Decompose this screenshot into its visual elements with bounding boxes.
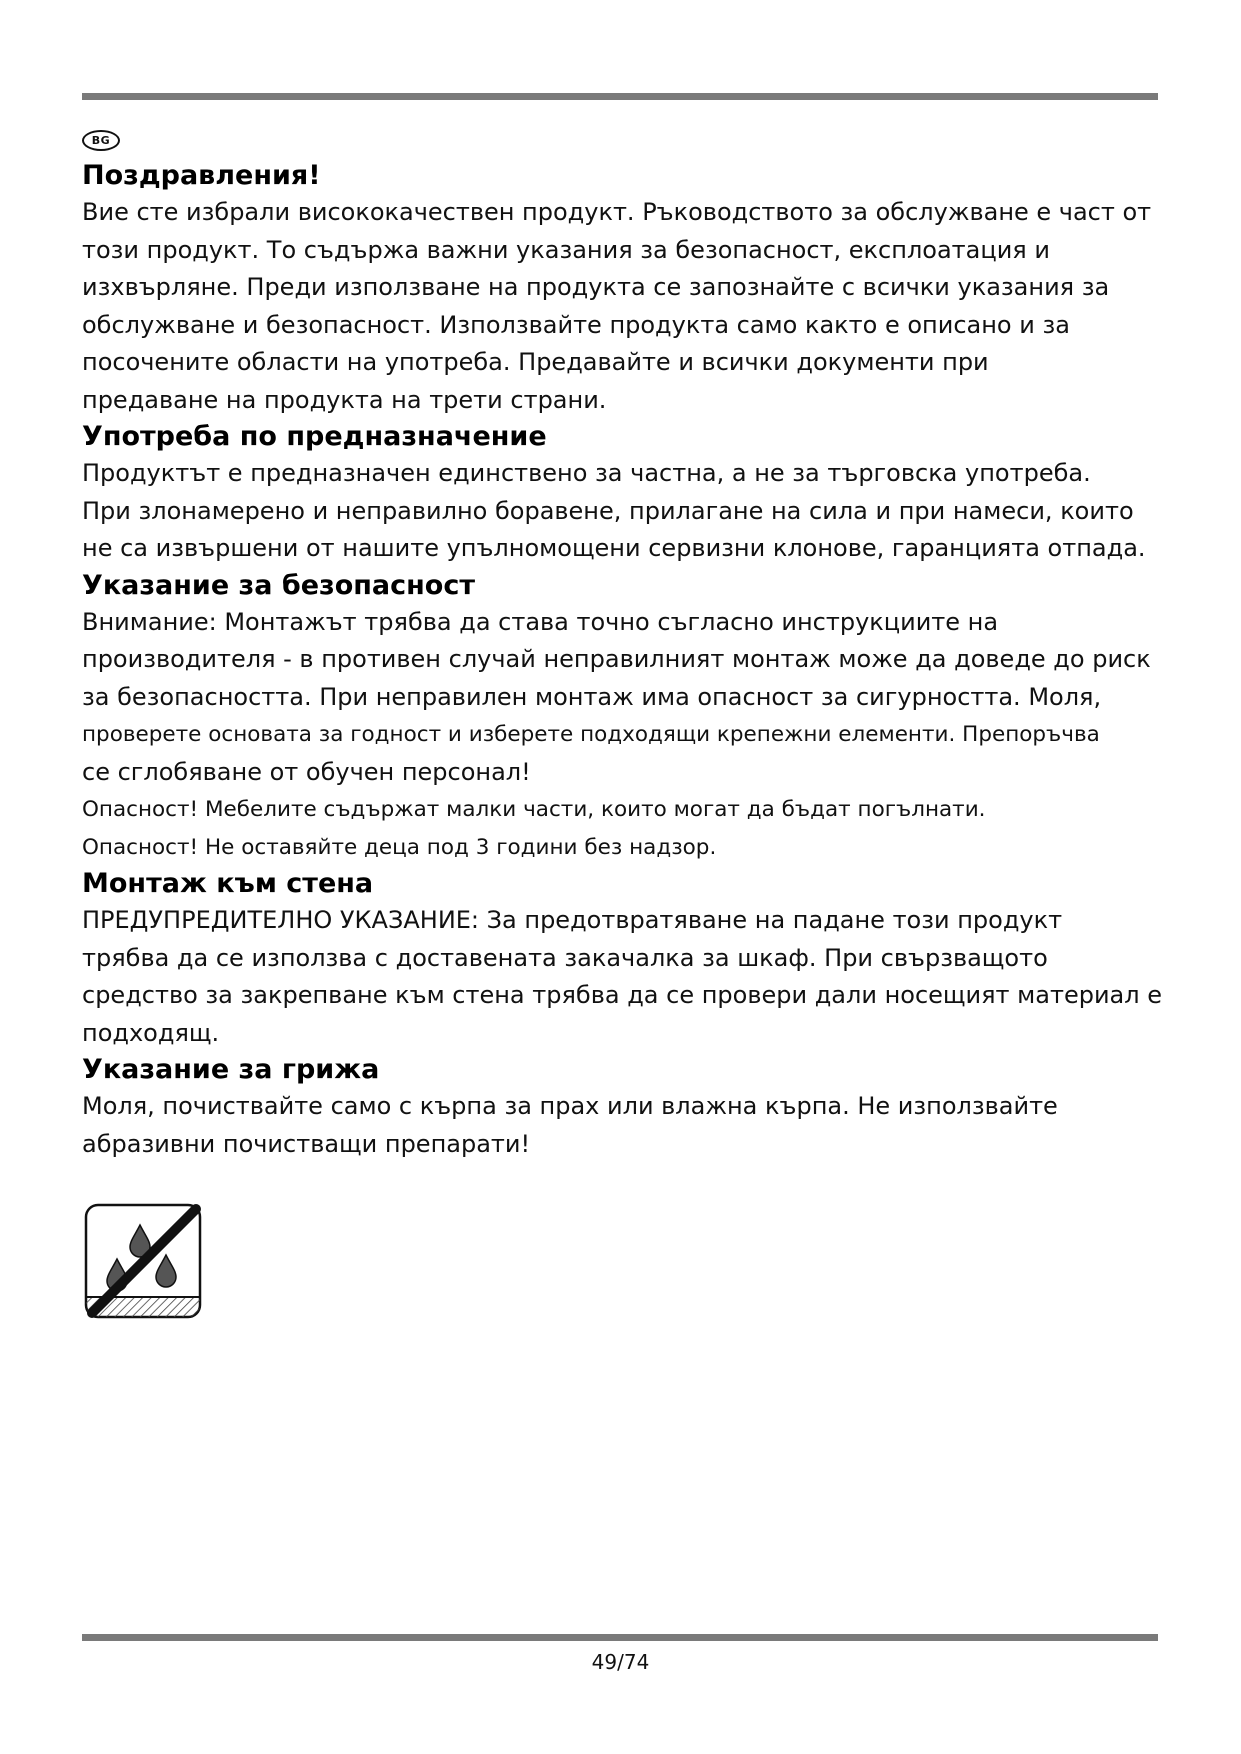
section-text: [82, 902, 1162, 1052]
language-badge: BG: [82, 130, 120, 151]
section-heading: Поздравления!: [82, 160, 321, 191]
section-text: [82, 604, 1162, 867]
text-line: Внимание: Монтажът трябва да става точно съгласно инструкциите на: [82, 607, 999, 636]
text-line: средство за закрепване към стена трябва да се провери дали носещият материал е: [82, 981, 1162, 1009]
document-body: [82, 158, 1162, 1163]
text-line: Продуктът е предназначен единствено за частна, а не за търговска употреба.: [82, 459, 1091, 487]
section-intended-use: [82, 419, 1162, 568]
text-line: трябва да се използва с доставената закачалка за шкаф. При свързващото: [82, 943, 1048, 972]
section-heading: Указание за грижа: [82, 1054, 380, 1085]
section-heading: Употреба по предназначение: [82, 421, 547, 452]
no-wet-cleaning-icon: [84, 1203, 202, 1319]
footer-rule: [82, 1634, 1158, 1641]
text-line: предаване на продукта на трети страни.: [82, 385, 607, 414]
text-line: проверете основата за годност и изберете подходящи крепежни елементи. Препоръчва: [82, 722, 1100, 747]
text-line: При злонамерено и неправилно боравене, прилагане на сила и при намеси, които: [82, 496, 1134, 525]
section-heading: Указание за безопасност: [82, 569, 476, 601]
section-care-notice: [82, 1052, 1162, 1163]
section-congratulations: [82, 158, 1162, 419]
section-text: [82, 455, 1162, 568]
header-rule: [82, 93, 1158, 100]
section-text: [82, 194, 1162, 419]
section-safety-notice: [82, 568, 1162, 867]
page-number: 49/74: [591, 1650, 650, 1674]
text-line: обслужване и безопасност. Използвайте продукта само както е описано и за: [82, 310, 1070, 339]
text-line: подходящ.: [82, 1018, 220, 1047]
text-line: Моля, почиствайте само с кърпа за прах или влажна кърпа. Не използвайте: [82, 1092, 1058, 1120]
text-line: ПРЕДУПРЕДИТЕЛНО УКАЗАНИЕ: За предотвратяване на падане този продукт: [82, 906, 1063, 934]
text-line: за безопасността. При неправилен монтаж има опасност за сигурността. Моля,: [82, 682, 1102, 711]
section-heading: Монтаж към стена: [82, 868, 374, 899]
text-line: посочените области на употреба. Предавайте и всички документи при: [82, 348, 989, 376]
text-line: абразивни почистващи препарати!: [82, 1129, 531, 1158]
section-wall-mounting: [82, 866, 1162, 1052]
warning-line: Опасност! Не оставяйте деца под 3 години без надзор.: [82, 834, 717, 860]
section-text: [82, 1088, 1162, 1163]
text-line: този продукт. То съдържа важни указания за безопасност, експлоатация и: [82, 235, 1050, 264]
text-line: Вие сте избрали висококачествен продукт. Ръководството за обслужване е част от: [82, 198, 1152, 226]
text-line: производителя - в противен случай неправилният монтаж може да доведе до риск: [82, 645, 1151, 673]
warning-line: Опасност! Мебелите съдържат малки части, които могат да бъдат погълнати.: [82, 797, 986, 822]
text-line: не са извършени от нашите упълномощени сервизни клонове, гаранцията отпада.: [82, 534, 1146, 562]
text-line: се сглобяване от обучен персонал!: [82, 757, 531, 786]
text-line: изхвърляне. Преди използване на продукта се запознайте с всички указания за: [82, 273, 1110, 301]
